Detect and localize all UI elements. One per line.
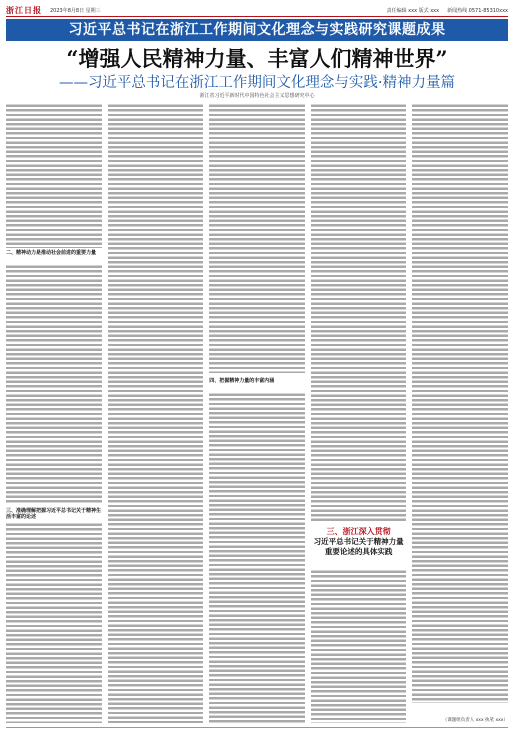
body-text [6,264,102,504]
body-text [209,103,305,373]
editor-info: 责任编辑 xxx 版式 xxx [386,7,440,14]
article-column-2 [108,103,204,723]
section-title-line: 习近平总书记关于精神力量 [313,537,404,546]
masthead [6,4,508,16]
body-text [209,392,305,723]
article-column-1 [6,103,102,723]
footer-rule [6,727,508,728]
section-title-line: 重要论述的具体实践 [324,547,393,556]
article-column-5 [412,103,508,723]
section-title-line: 三、浙江深入贯彻 [326,526,391,536]
column-subheading: 四、把握精神力量的丰富内涵 [209,378,305,384]
byline: 浙江省习近平新时代中国特色社会主义思想研究中心 [199,93,315,99]
body-text [6,103,102,248]
body-text [311,569,407,723]
article-column-3 [209,103,305,723]
page-banner: 习近平总书记在浙江工作期间文化理念与实践研究课题成果 [6,19,508,41]
newspaper-logo: 浙江日报 [6,4,42,15]
body-text [412,103,508,703]
issue-date: 2023年8月8日 星期三 [50,7,101,14]
body-text [311,103,407,523]
subheadline: ——习近平总书记在浙江工作期间文化理念与实践·精神力量篇 [58,75,456,91]
column-subheading: 三、准确理解把握习近平总书记关于精神生活丰富的论述 [6,508,102,520]
column-subheading: 二、精神动力是推动社会前进的重要力量 [6,250,102,256]
body-text [6,522,102,723]
article-credit: （课题组负责人 xxx 执笔 xxx） [442,718,508,723]
headline: “增强人民精神力量、丰富人们精神世界” [66,46,448,71]
contact-info: 新闻热线 0571-85310xxx [447,7,508,14]
article-column-4 [311,103,407,723]
body-text [108,103,204,723]
masthead-rule [6,16,508,17]
article-body [6,103,508,723]
section-three-title [311,526,407,564]
